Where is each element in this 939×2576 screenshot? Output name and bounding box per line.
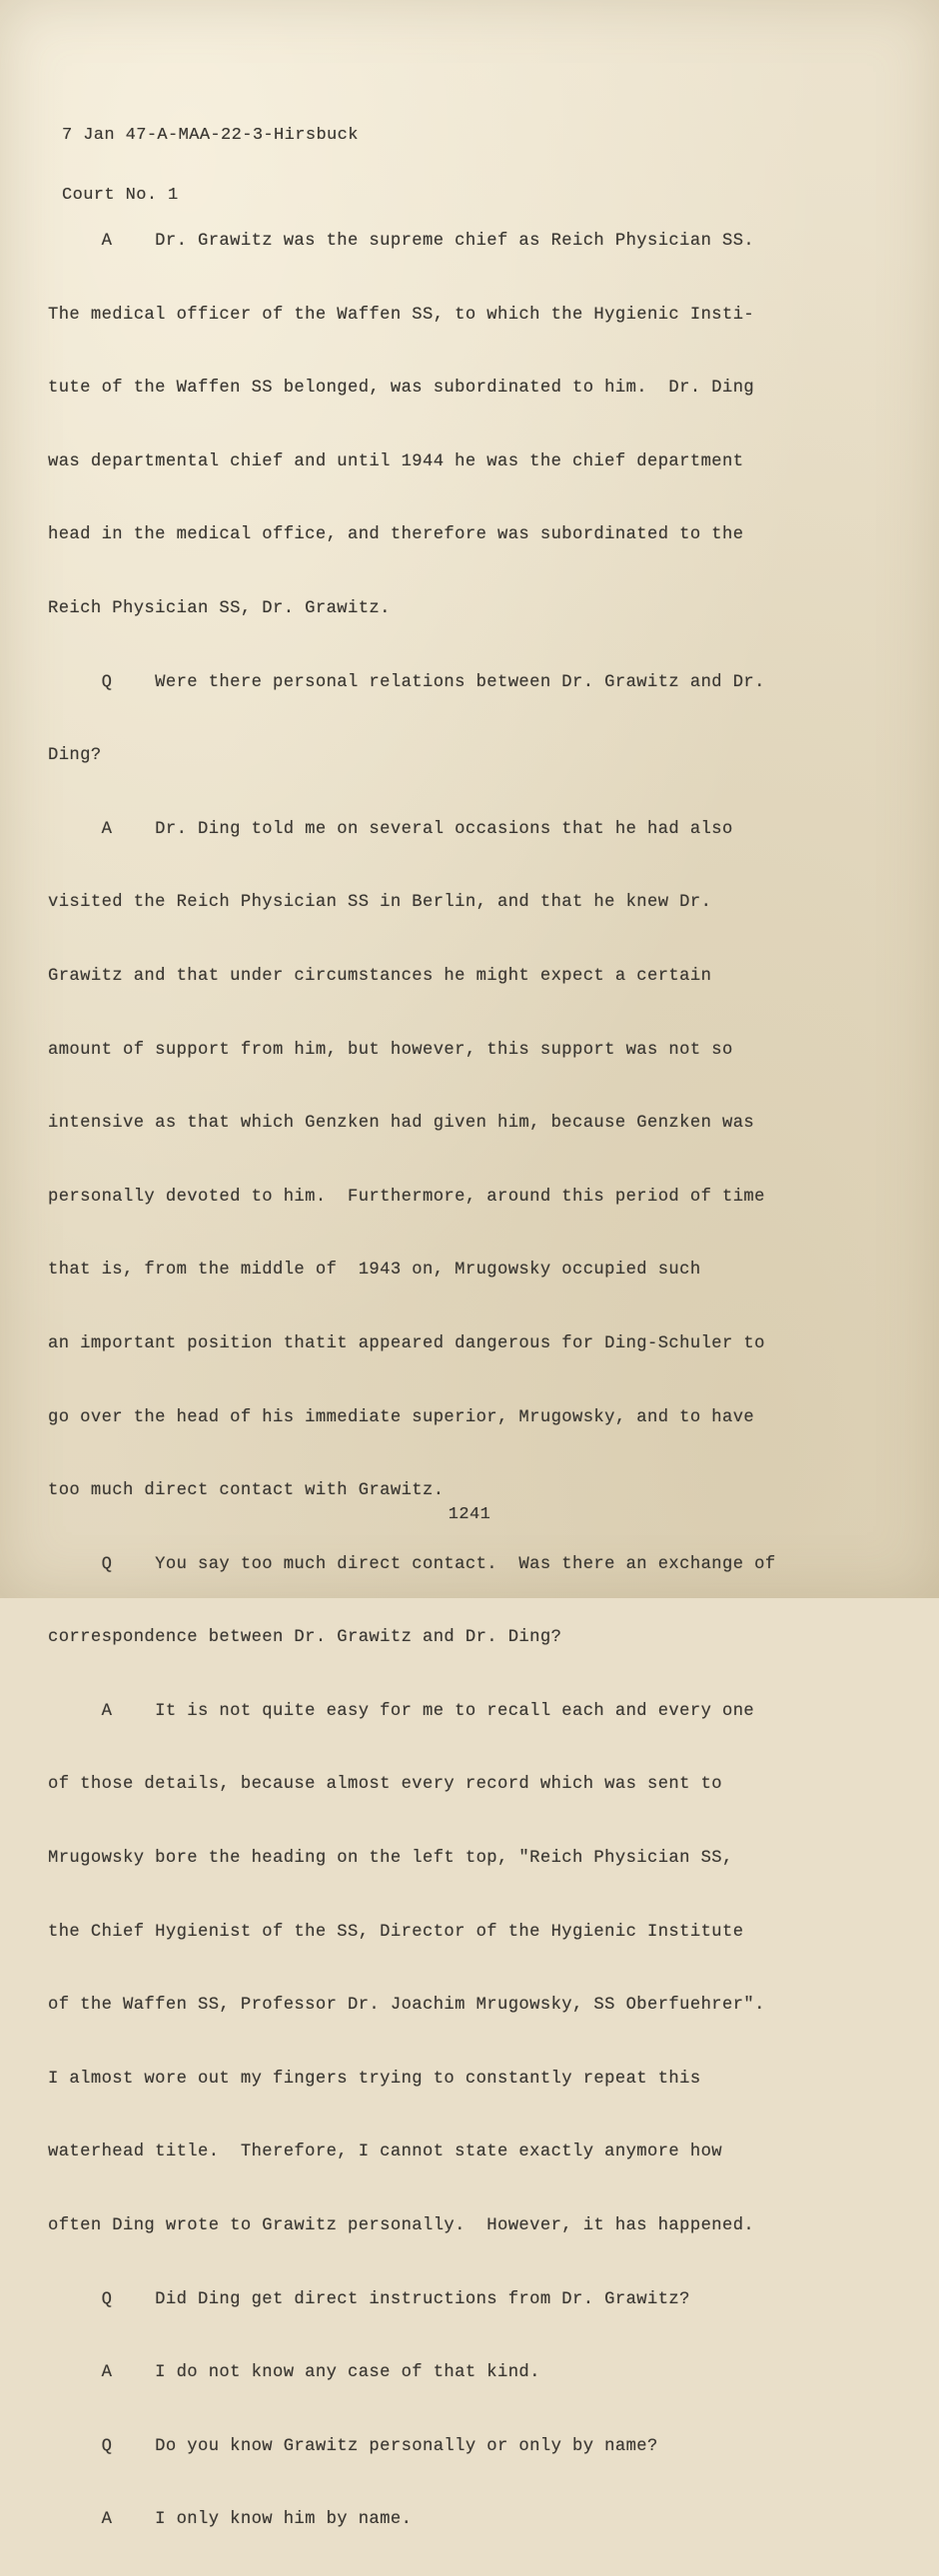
transcript-line: waterhead title. Therefore, I cannot state exactly anymore how bbox=[48, 2143, 722, 2162]
transcript-line: Reich Physician SS, Dr. Grawitz. bbox=[48, 598, 391, 618]
transcript-line: intensive as that which Genzken had given him, because Genzken was bbox=[48, 1114, 755, 1134]
transcript-line: personally devoted to him. Furthermore, around this period of time bbox=[48, 1187, 765, 1207]
transcript-line: of those details, because almost every record which was sent to bbox=[48, 1775, 722, 1795]
page-number: 1241 bbox=[448, 1505, 491, 1524]
transcript-line: A I only know him by name. bbox=[48, 2510, 413, 2530]
transcript-line: A Dr. Ding told me on several occasions that he had also bbox=[48, 819, 733, 839]
transcript-line: correspondence between Dr. Grawitz and Dr. Ding? bbox=[48, 1628, 562, 1648]
transcript-line: Grawitz and that under circumstances he might expect a certain bbox=[48, 966, 712, 986]
transcript-line: Mrugowsky bore the heading on the left top, "Reich Physician SS, bbox=[48, 1849, 733, 1869]
transcript-line: too much direct contact with Grawitz. bbox=[48, 1481, 445, 1501]
transcript-line: A It is not quite easy for me to recall each and every one bbox=[48, 1701, 755, 1721]
transcript-line: amount of support from him, but however, this support was not so bbox=[48, 1040, 733, 1060]
transcript-body bbox=[48, 186, 887, 2576]
transcript-line: Ding? bbox=[48, 746, 102, 766]
transcript-line: tute of the Waffen SS belonged, was subordinated to him. Dr. Ding bbox=[48, 379, 755, 399]
transcript-line: go over the head of his immediate superior, Mrugowsky, and to have bbox=[48, 1407, 755, 1427]
transcript-line: A Dr. Grawitz was the supreme chief as Reich Physician SS. bbox=[48, 232, 755, 251]
header-court: Court No. 1 bbox=[62, 186, 179, 205]
transcript-line: the Chief Hygienist of the SS, Director of the Hygienic Institute bbox=[48, 1922, 744, 1942]
transcript-line: of the Waffen SS, Professor Dr. Joachim Mrugowsky, SS Oberfuehrer". bbox=[48, 1996, 765, 2016]
transcript-line: an important position thatit appeared dangerous for Ding-Schuler to bbox=[48, 1333, 765, 1353]
transcript-line: Q Were there personal relations between Dr. Grawitz and Dr. bbox=[48, 672, 765, 692]
transcript-line: head in the medical office, and therefore was subordinated to the bbox=[48, 525, 744, 545]
transcript-line: visited the Reich Physician SS in Berlin, and that he knew Dr. bbox=[48, 893, 712, 913]
transcript-line: Q Did Ding get direct instructions from Dr. Grawitz? bbox=[48, 2289, 690, 2309]
transcript-line: was departmental chief and until 1944 he was the chief department bbox=[48, 451, 744, 471]
transcript-line: Q You say too much direct contact. Was there an exchange of bbox=[48, 1554, 776, 1574]
transcript-line: often Ding wrote to Grawitz personally. However, it has happened. bbox=[48, 2216, 755, 2236]
transcript-line: that is, from the middle of 1943 on, Mrugowsky occupied such bbox=[48, 1261, 701, 1281]
transcript-line: I almost wore out my fingers trying to constantly repeat this bbox=[48, 2069, 701, 2089]
transcript-line: A I do not know any case of that kind. bbox=[48, 2363, 540, 2383]
transcript-line: The medical officer of the Waffen SS, to which the Hygienic Insti- bbox=[48, 305, 755, 325]
transcript-line: Q Do you know Grawitz personally or only by name? bbox=[48, 2436, 658, 2456]
header-reference: 7 Jan 47-A-MAA-22-3-Hirsbuck bbox=[62, 126, 359, 145]
